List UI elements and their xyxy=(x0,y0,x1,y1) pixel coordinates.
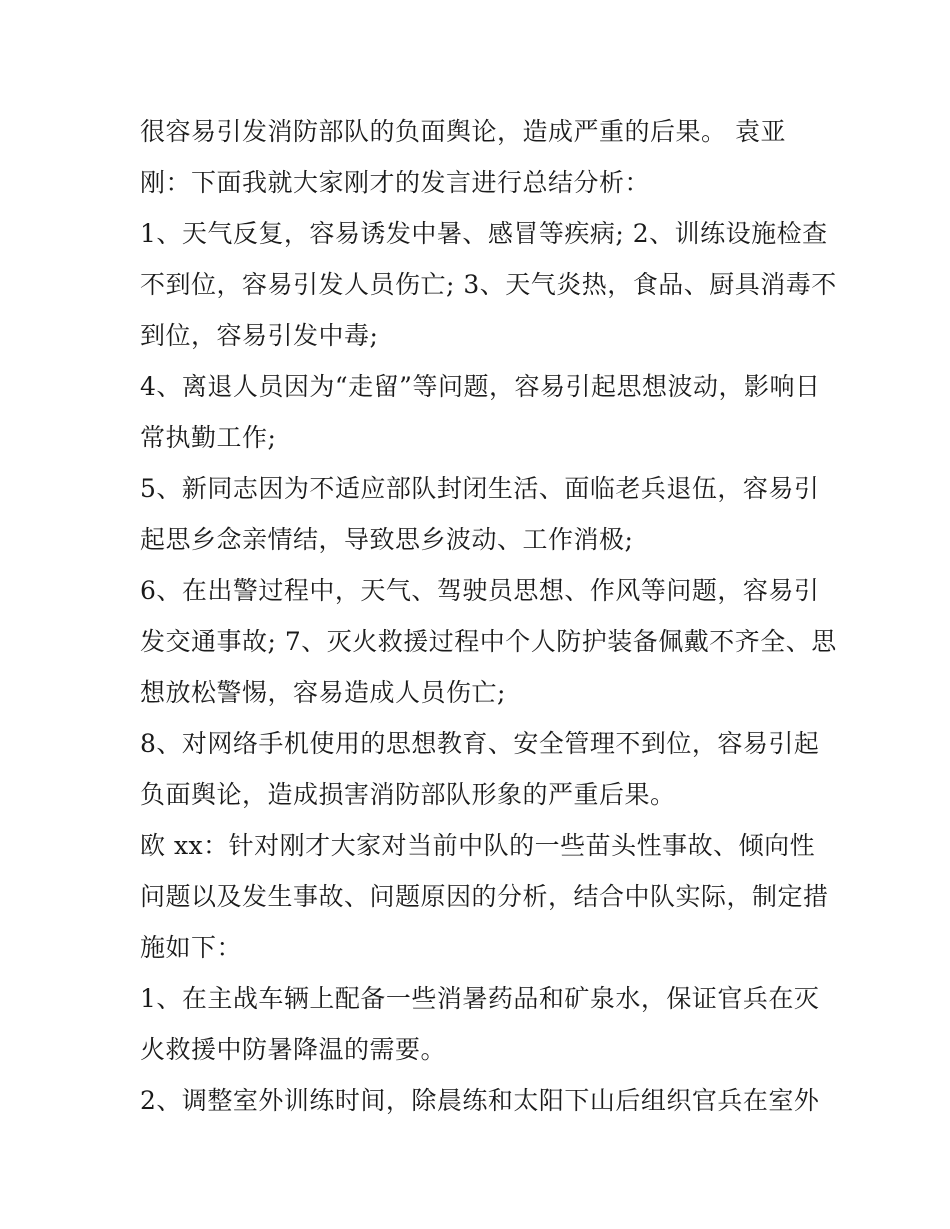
text-line: 4、离退人员因为“走留”等问题，容易引起思想波动，影响日 xyxy=(140,372,821,401)
text-line: 刚：下面我就大家刚才的发言进行总结分析： xyxy=(140,168,651,197)
text-line: 很容易引发消防部队的负面舆论，造成严重的后果。 袁亚 xyxy=(140,117,786,146)
text-line: 起思乡念亲情结，导致思乡波动、工作消极; xyxy=(140,525,634,554)
text-line: 不到位，容易引发人员伤亡; 3、天气炎热，食品、厨具消毒不 xyxy=(140,270,837,299)
text-line: 想放松警惕，容易造成人员伤亡; xyxy=(140,678,506,707)
text-line: 施如下： xyxy=(140,933,243,962)
text-line: 1、在主战车辆上配备一些消暑药品和矿泉水，保证官兵在灭 xyxy=(140,984,820,1013)
text-line: 欧 xx：针对刚才大家对当前中队的一些苗头性事故、倾向性 xyxy=(140,831,816,860)
text-line: 6、在出警过程中，天气、驾驶员思想、作风等问题，容易引 xyxy=(140,576,820,605)
text-line: 发交通事故; 7、灭火救援过程中个人防护装备佩戴不齐全、思 xyxy=(140,627,837,656)
text-line: 到位，容易引发中毒; xyxy=(140,321,379,350)
text-line: 5、新同志因为不适应部队封闭生活、面临老兵退伍，容易引 xyxy=(140,474,820,503)
text-line: 1、天气反复，容易诱发中暑、感冒等疾病; 2、训练设施检查 xyxy=(140,219,828,248)
text-line: 负面舆论，造成损害消防部队形象的严重后果。 xyxy=(140,780,676,809)
text-line: 2、调整室外训练时间，除晨练和太阳下山后组织官兵在室外 xyxy=(140,1086,820,1115)
text-line: 火救援中防暑降温的需要。 xyxy=(140,1035,447,1064)
text-line: 8、对网络手机使用的思想教育、安全管理不到位，容易引起 xyxy=(140,729,820,758)
text-line: 常执勤工作; xyxy=(140,423,277,452)
text-line: 问题以及发生事故、问题原因的分析，结合中队实际，制定措 xyxy=(140,882,829,911)
document-body xyxy=(140,106,837,1126)
